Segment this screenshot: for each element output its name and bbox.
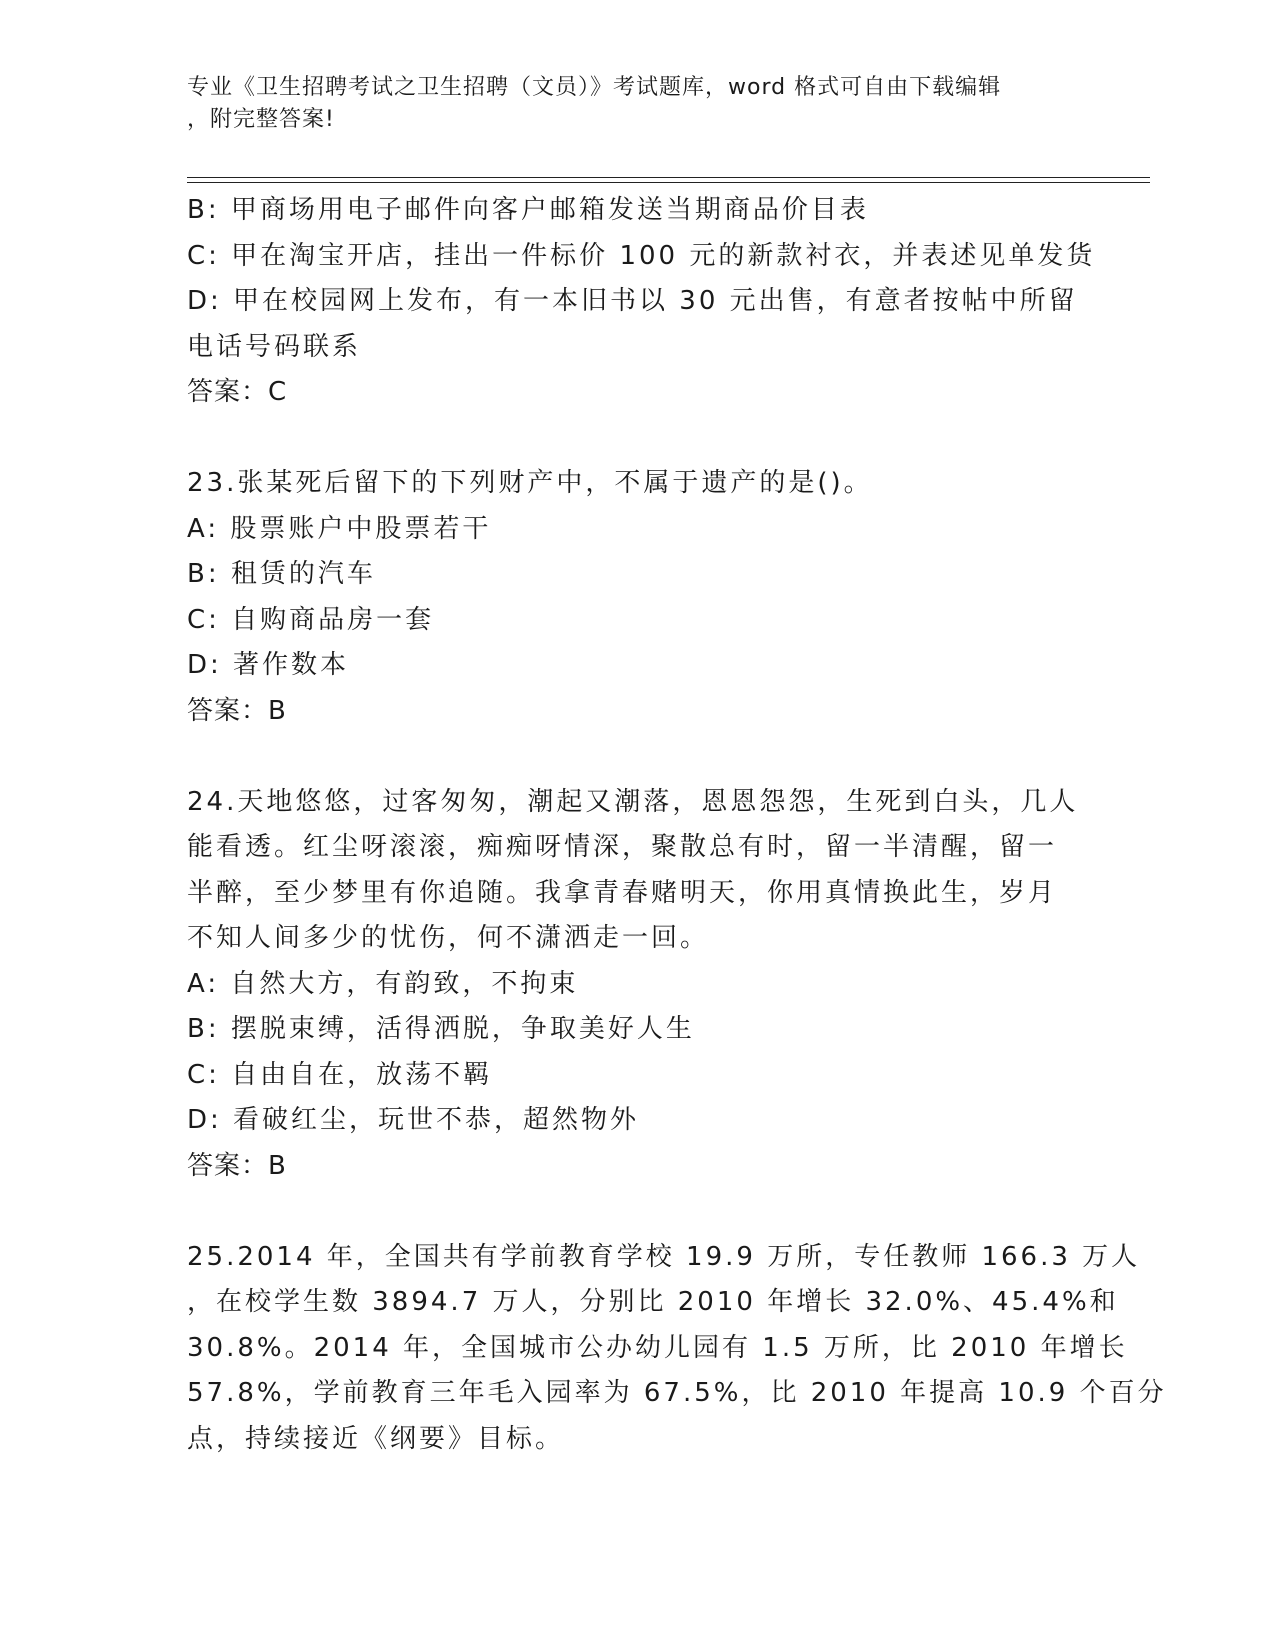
q22-option-b: B: 甲商场用电子邮件向客户邮箱发送当期商品价目表	[187, 195, 869, 225]
spacer	[187, 416, 1087, 462]
header-divider-top	[187, 177, 1150, 178]
question-22	[187, 188, 1096, 416]
q25-stem-line-3: 30.8%。2014 年，全国城市公办幼儿园有 1.5 万所，比 2010 年增长	[187, 1332, 1128, 1363]
question-23	[187, 461, 1087, 734]
spacer	[187, 734, 1087, 780]
header-line-2: ，附完整答案!	[187, 107, 335, 132]
q24-stem-line-4: 不知人间多少的忧伤，何不潇洒走一回。	[187, 923, 710, 953]
q23-stem: 23.张某死后留下的下列财产中，不属于遗产的是()。	[187, 468, 873, 498]
q25-stem-line-2: ，在校学生数 3894.7 万人，分别比 2010 年增长 32.0%、45.4%和	[187, 1287, 1119, 1317]
q23-answer: 答案：B	[187, 695, 287, 726]
q25-stem-line-4: 57.8%，学前教育三年毛入园率为 67.5%，比 2010 年提高 10.9 个百分	[187, 1378, 1167, 1408]
q22-option-d-line-1: D: 甲在校园网上发布，有一本旧书以 30 元出售，有意者按帖中所留	[187, 286, 1078, 316]
header-divider-bottom	[187, 182, 1150, 183]
question-content	[187, 188, 1167, 1462]
q24-option-c: C: 自由自在，放荡不羁	[187, 1059, 493, 1090]
q24-stem-line-3: 半醉，至少梦里有你追随。我拿青春赌明天，你用真情换此生，岁月	[187, 877, 1058, 908]
q24-option-b: B: 摆脱束缚，活得洒脱，争取美好人生	[187, 1014, 695, 1044]
spacer	[187, 1189, 1087, 1235]
q23-option-a: A: 股票账户中股票若干	[187, 513, 492, 544]
question-25	[187, 1235, 1167, 1463]
q24-answer: 答案：B	[187, 1150, 287, 1181]
q25-stem-line-5: 点，持续接近《纲要》目标。	[187, 1423, 565, 1454]
q22-option-d-line-2: 电话号码联系	[187, 331, 362, 362]
q23-option-d: D: 著作数本	[187, 650, 350, 680]
page-header	[187, 72, 1067, 136]
header-line-1: 专业《卫生招聘考试之卫生招聘（文员）》考试题库，word 格式可自由下载编辑	[187, 75, 1002, 100]
q24-option-d: D: 看破红尘，玩世不恭，超然物外	[187, 1105, 640, 1135]
q23-option-c: C: 自购商品房一套	[187, 604, 435, 635]
q23-option-b: B: 租赁的汽车	[187, 559, 376, 589]
question-24	[187, 780, 1087, 1190]
q22-option-c: C: 甲在淘宝开店，挂出一件标价 100 元的新款衬衣，并表述见单发货	[187, 240, 1096, 271]
q24-stem-line-2: 能看透。红尘呀滚滚，痴痴呀情深，聚散总有时，留一半清醒，留一	[187, 832, 1058, 862]
q22-answer: 答案：C	[187, 377, 288, 407]
q24-option-a: A: 自然大方，有韵致，不拘束	[187, 968, 579, 999]
q25-stem-line-1: 25.2014 年，全国共有学前教育学校 19.9 万所，专任教师 166.3 万人	[187, 1241, 1141, 1272]
q24-stem-line-1: 24.天地悠悠，过客匆匆，潮起又潮落，恩恩怨怨，生死到白头，几人	[187, 786, 1079, 817]
